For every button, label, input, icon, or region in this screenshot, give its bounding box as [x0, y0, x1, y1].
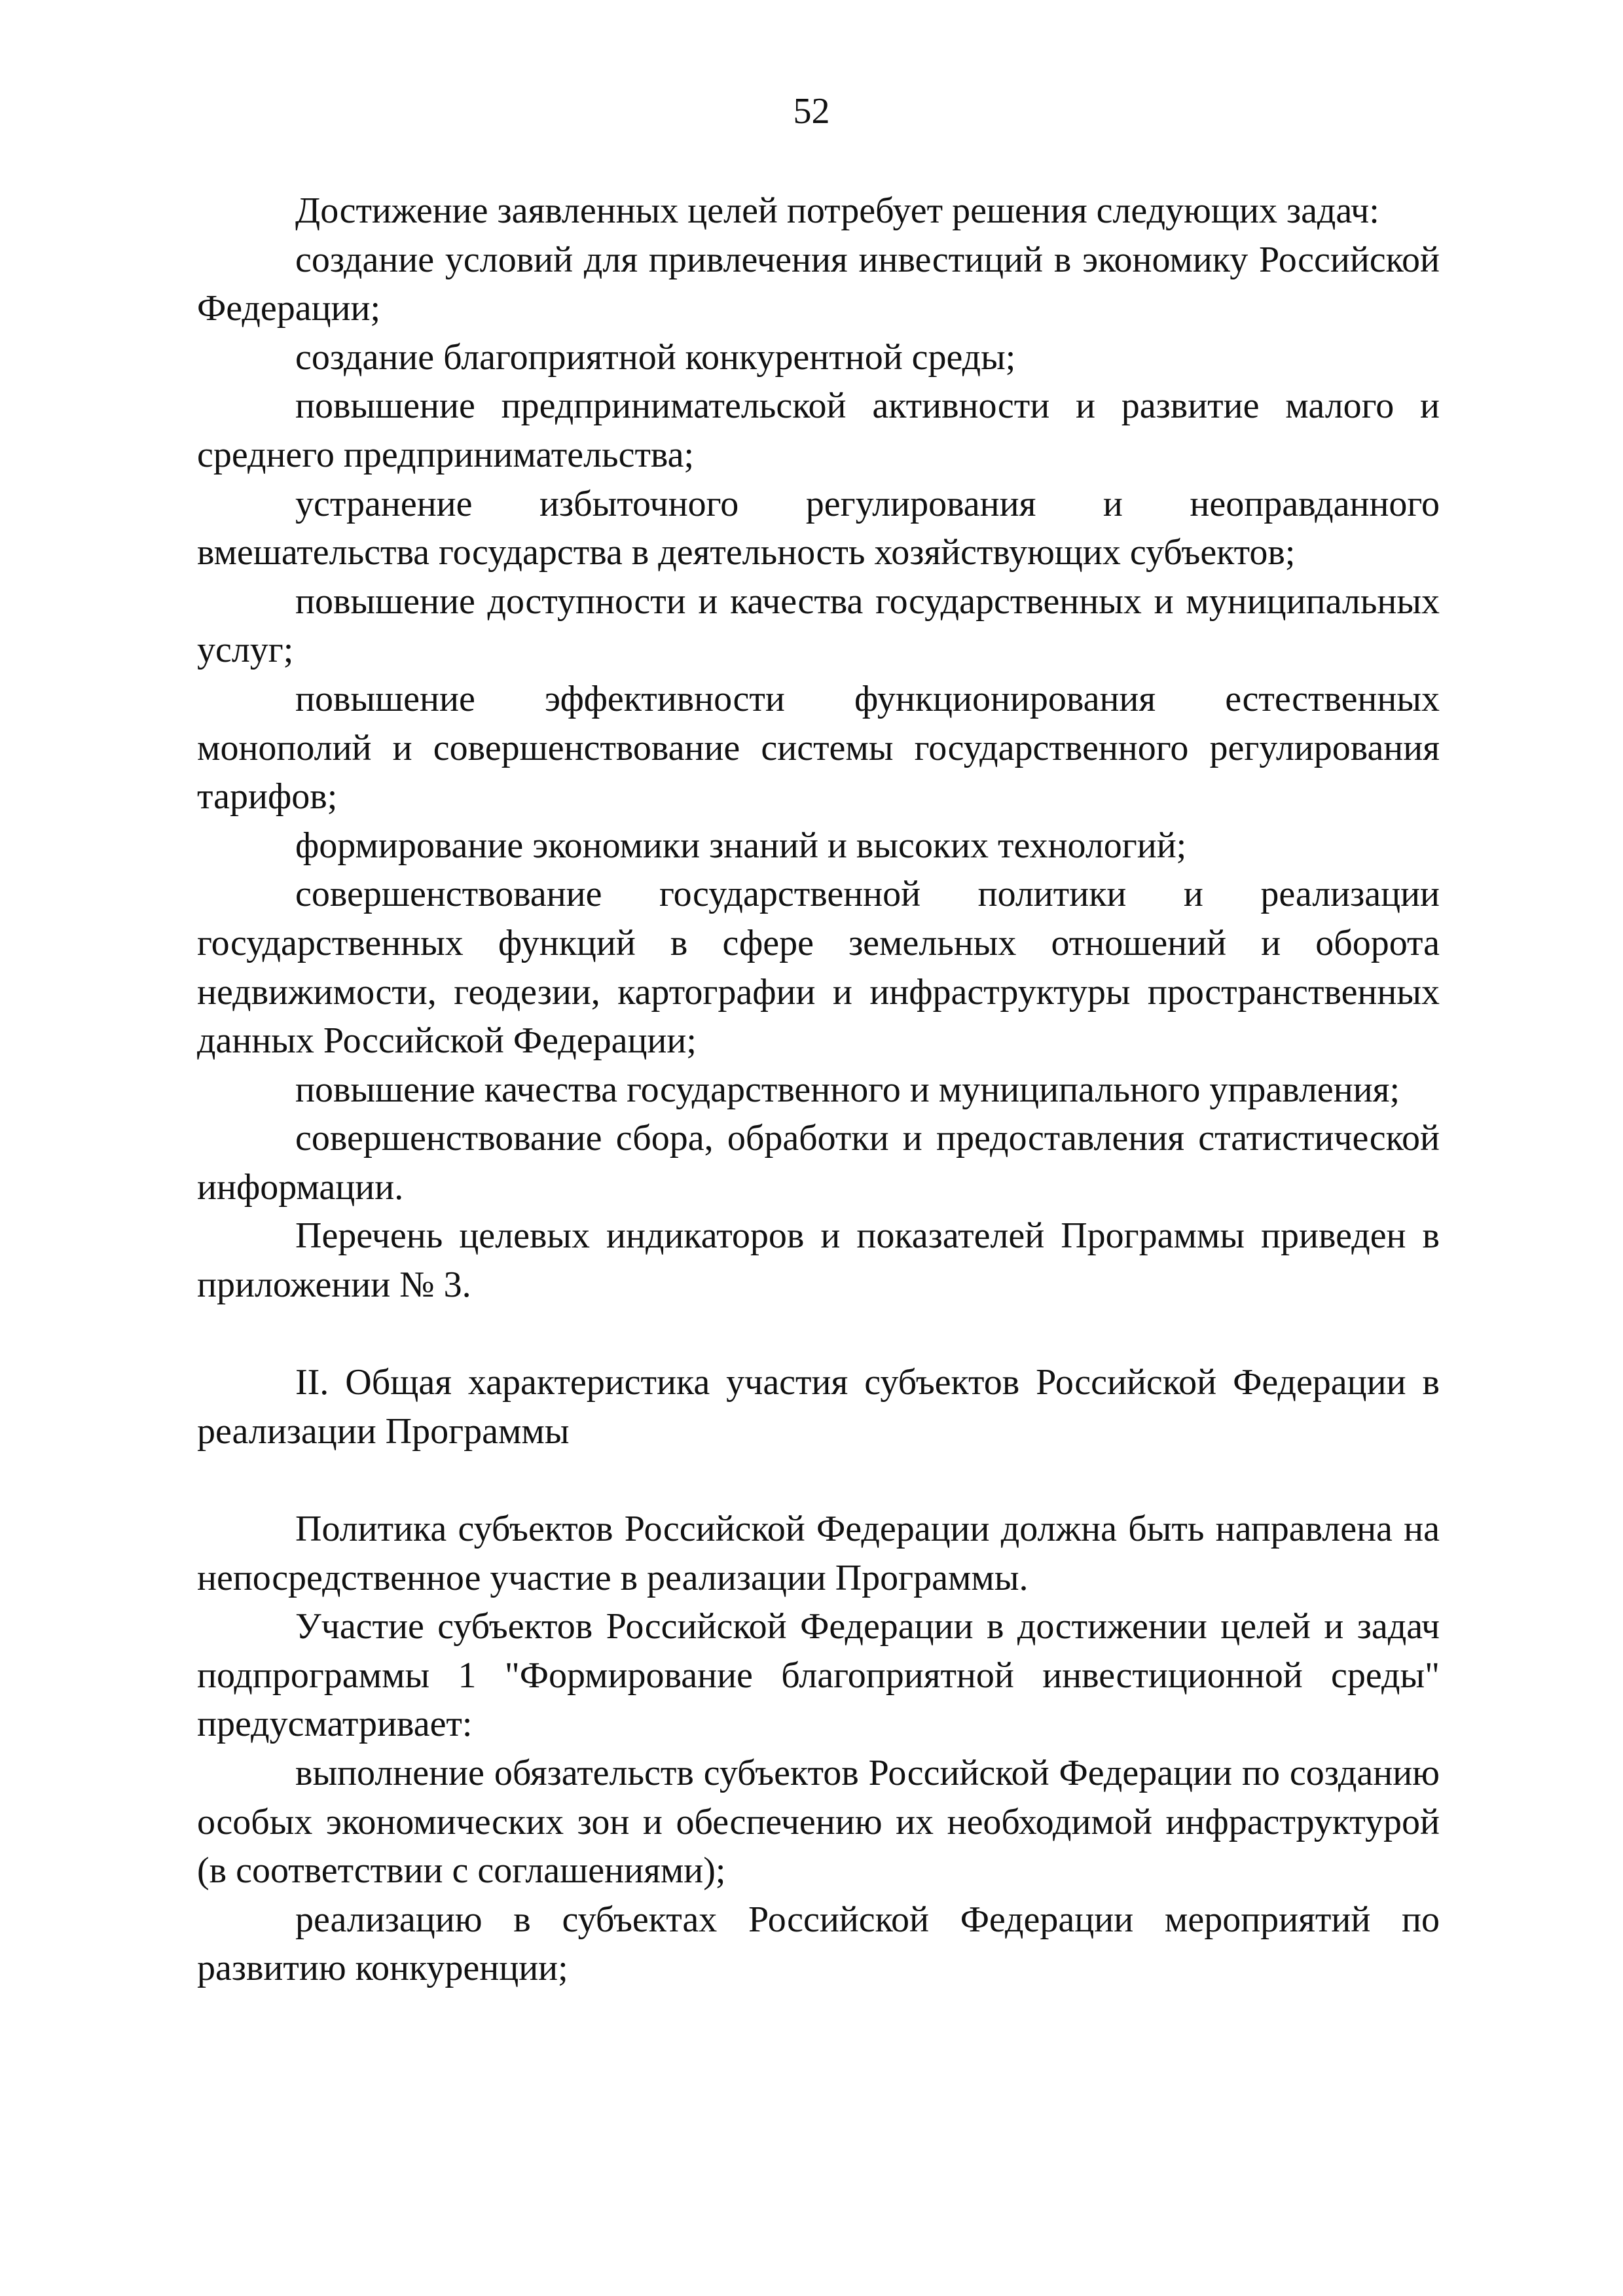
task-item: устранение избыточного регулирования и неоправданного вмешательства государства в деятельность хозяйствующих субъектов;	[197, 483, 1440, 573]
indicators-reference: Перечень целевых индикаторов и показателей Программы приведен в приложении № 3.	[197, 1215, 1440, 1306]
task-item: повышение эффективности функционирования естественных монополий и совершенствование системы государственного регулирования тарифов;	[197, 678, 1440, 817]
list-item: выполнение обязательств субъектов Российской Федерации по созданию особых экономических зон и обеспечению их необходимой инфраструктурой (в соответствии с соглашениями);	[197, 1753, 1440, 1892]
paragraph: Участие субъектов Российской Федерации в достижении целей и задач подпрограммы 1 "Формирование благоприятной инвестиционной среды" предусматривает:	[197, 1606, 1440, 1745]
task-item: создание благоприятной конкурентной среды;	[295, 336, 1016, 378]
task-item: повышение доступности и качества государственных и муниципальных услуг;	[197, 581, 1440, 671]
list-item: реализацию в субъектах Российской Федерации мероприятий по развитию конкуренции;	[197, 1899, 1440, 1989]
task-item: совершенствование государственной политики и реализации государственных функций в сфере земельных отношений и оборота недвижимости, геодезии, картографии и инфраструктуры пространственных данных Российской Федерации;	[197, 874, 1440, 1062]
task-item: создание условий для привлечения инвестиций в экономику Российской Федерации;	[197, 239, 1440, 329]
paragraph-intro: Достижение заявленных целей потребует решения следующих задач:	[295, 190, 1379, 231]
task-item: формирование экономики знаний и высоких технологий;	[295, 825, 1187, 866]
section-heading: II. Общая характеристика участия субъектов Российской Федерации в реализации Программы	[197, 1362, 1440, 1452]
document-body	[197, 187, 1440, 1993]
task-item: совершенствование сбора, обработки и предоставления статистической информации.	[197, 1118, 1440, 1208]
task-item: повышение предпринимательской активности и развитие малого и среднего предпринимательства;	[197, 386, 1440, 475]
task-item: повышение качества государственного и муниципального управления;	[295, 1069, 1400, 1110]
page-number: 52	[793, 91, 830, 132]
paragraph: Политика субъектов Российской Федерации должна быть направлена на непосредственное участие в реализации Программы.	[197, 1509, 1440, 1598]
